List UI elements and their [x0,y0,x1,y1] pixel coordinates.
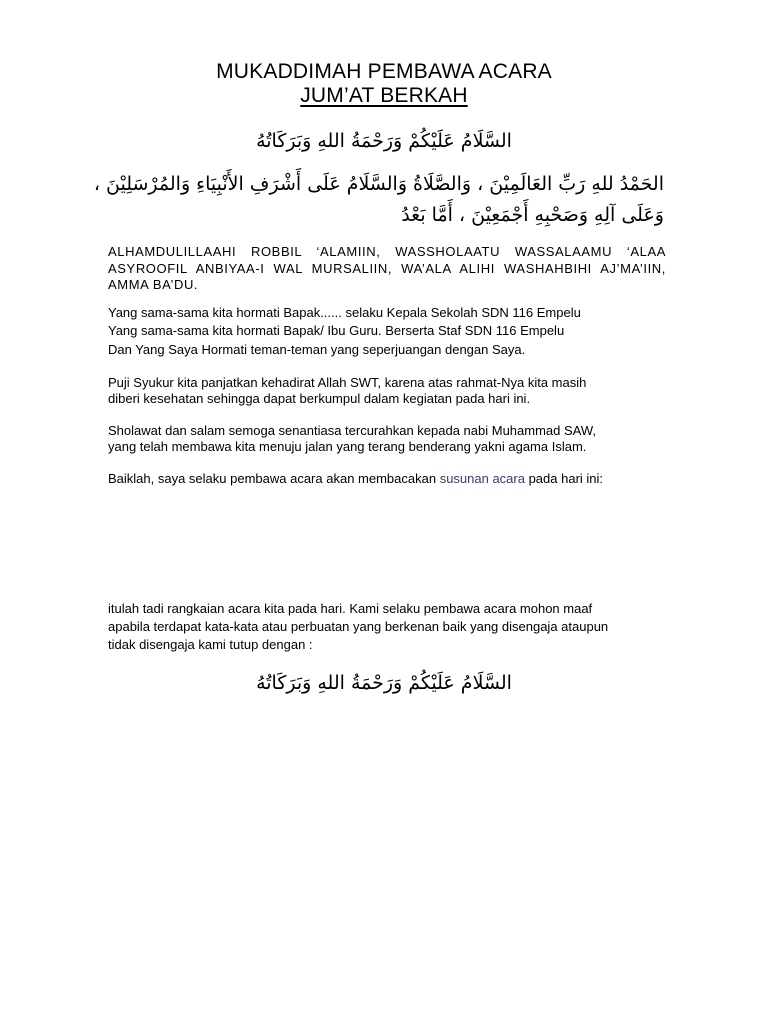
baiklah-text-end: pada hari ini: [524,471,604,486]
arabic-praise-line-2: وَعَلَى آلِهِ وَصَحْبِهِ أَجْمَعِيْنَ ، أَمَّا بَعْدُ [401,204,664,226]
salam-opening: السَّلَامُ عَلَيْكُمْ وَرَحْمَةُ اللهِ وَبَرَكَاتُهُ [256,130,512,152]
closing-line-1: itulah tadi rangkaian acara kita pada hari. Kami selaku pembawa acara mohon maaf [108,601,593,616]
susunan-acara-link[interactable]: susunan acara [439,471,525,486]
puji-syukur-line-2: diberi kesehatan sehingga dapat berkumpul dalam kegiatan pada hari ini. [108,391,531,406]
document-subtitle-text: JUM’AT BERKAH [300,84,468,107]
transliteration-paragraph: ALHAMDULILLAAHI ROBBIL ‘ALAMIIN, WASSHOLAATU WASSALAAMU ‘ALAA ASYROOFIL ANBIYAA-I WAL MURSALIIN, WA’ALA ALIHI WASHAHBIHI AJ’MA’IIN, AMMA BA’DU. [108,244,666,292]
greeting-line-3: Dan Yang Saya Hormati teman-teman yang seperjuangan dengan Saya. [108,342,526,357]
baiklah-paragraph [108,471,666,488]
salam-closing: السَّلَامُ عَلَيْكُمْ وَرَحْمَةُ اللهِ وَبَرَكَاتُهُ [256,672,512,694]
greeting-line-1: Yang sama-sama kita hormati Bapak...... selaku Kepala Sekolah SDN 116 Empelu [108,305,581,320]
greeting-line-2: Yang sama-sama kita hormati Bapak/ Ibu Guru. Berserta Staf SDN 116 Empelu [108,323,565,338]
puji-syukur-line-1: Puji Syukur kita panjatkan kehadirat Allah SWT, karena atas rahmat-Nya kita masih [108,375,587,390]
document-title: MUKADDIMAH PEMBAWA ACARA [216,60,552,83]
closing-line-2: apabila terdapat kata-kata atau perbuatan yang berkenan baik yang disengaja ataupun [108,619,609,634]
sholawat-line-1: Sholawat dan salam semoga senantiasa tercurahkan kepada nabi Muhammad SAW, [108,423,597,438]
arabic-praise-line-1: الحَمْدُ للهِ رَبِّ العَالَمِيْنَ ، وَالصَّلَاةُ وَالسَّلَامُ عَلَى أَشْرَفِ الأَنْبِيَاءِ وَالمُرْسَلِيْنَ ، [93,173,664,195]
closing-line-3: tidak disengaja kami tutup dengan : [108,637,313,652]
baiklah-text: Baiklah, saya selaku pembawa acara akan membacakan [108,471,440,486]
document-subtitle [0,84,768,108]
sholawat-line-2: yang telah membawa kita menuju jalan yang terang benderang yakni agama Islam. [108,439,587,454]
